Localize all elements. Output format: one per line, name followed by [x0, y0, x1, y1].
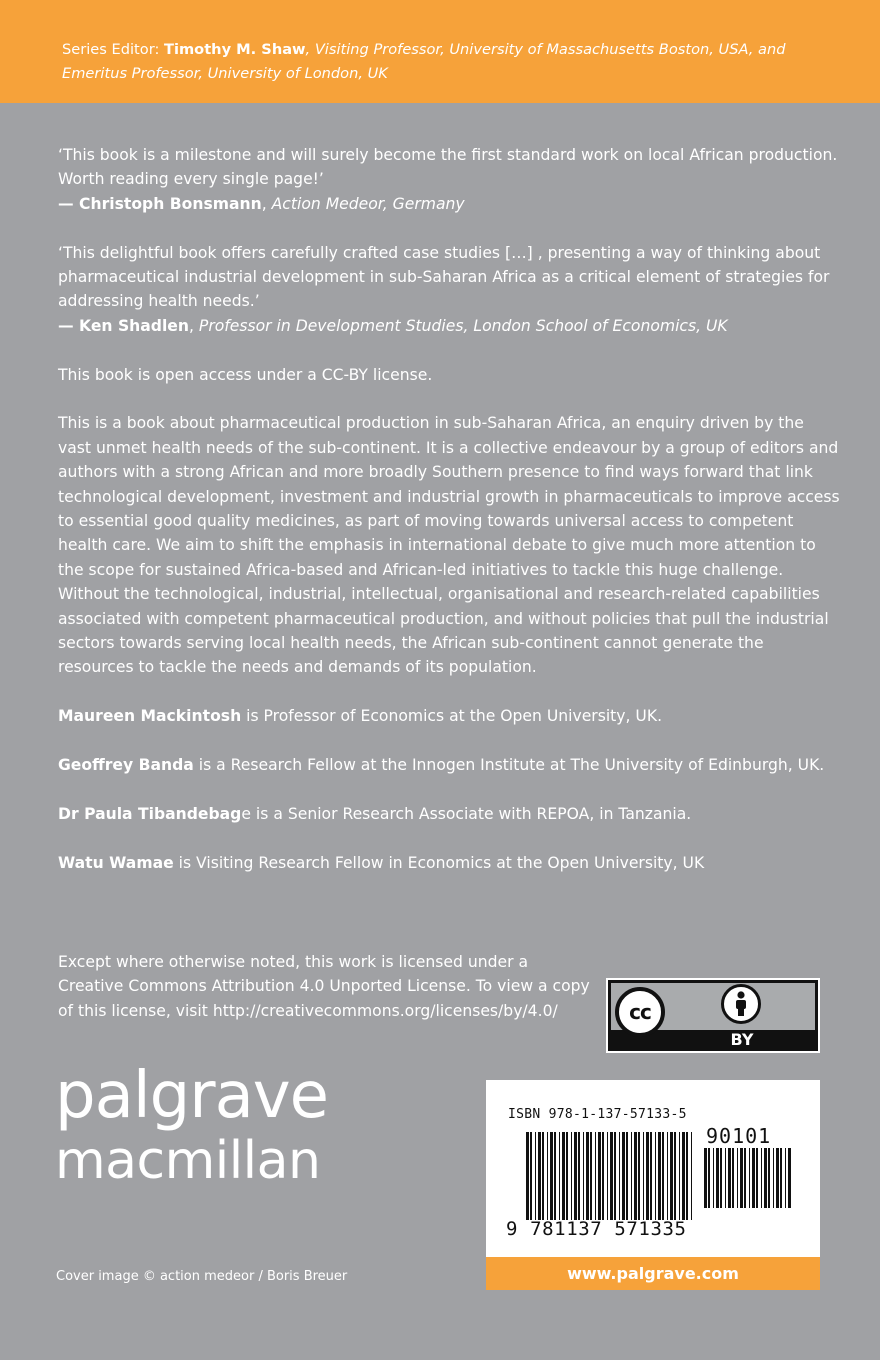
- cover-image-credit: Cover image © action medeor / Boris Breuer: [56, 1269, 348, 1284]
- quote-affiliation: Action Medeor, Germany: [271, 194, 465, 213]
- series-editor-name: Timothy M. Shaw: [164, 41, 306, 58]
- author-bio: e is a Senior Research Associate with REPOA, in Tanzania.: [241, 804, 692, 823]
- series-prefix: Series Editor:: [62, 41, 165, 58]
- quote-affiliation: Professor in Development Studies, London School of Economics, UK: [198, 316, 728, 335]
- quote-author: Christoph Bonsmann: [79, 194, 262, 213]
- cc-by-badge: [606, 978, 820, 1053]
- open-access-note: This book is open access under a CC-BY license.: [58, 365, 433, 384]
- logo-line-2: macmillan: [55, 1131, 321, 1191]
- series-header-band: [0, 0, 880, 103]
- publisher-website: www.palgrave.com: [486, 1257, 820, 1290]
- author-bio-1: [58, 704, 840, 728]
- quote-1: [58, 143, 840, 216]
- quote-sep: ,: [261, 194, 272, 213]
- license-statement: Except where otherwise noted, this work is licensed under a Creative Commons Attribution 4.0 Unported License. To view a copy of this license, visit http://creativecommons.org/licenses/by/4.0/: [58, 953, 590, 1020]
- author-name: Geoffrey Banda: [58, 756, 194, 775]
- quote-text: ‘This delightful book offers carefully crafted case studies […] , presenting a way of thinking about pharmaceutical industrial development in sub-Saharan Africa as a critical element of strategies for addressing health needs.’: [58, 243, 830, 311]
- author-name: Watu Wamae: [58, 853, 174, 872]
- back-cover-text: [58, 143, 840, 899]
- cc-icon: cc: [615, 987, 665, 1037]
- author-bio: is Professor of Economics at the Open University, UK.: [241, 707, 663, 726]
- isbn-number: ISBN 978-1-137-57133-5: [508, 1107, 687, 1122]
- quote-sep: ,: [189, 316, 199, 335]
- barcode-panel: [486, 1080, 820, 1290]
- author-bio: is a Research Fellow at the Innogen Institute at The University of Edinburgh, UK.: [193, 756, 825, 775]
- attribution-person-icon: [721, 984, 761, 1024]
- quote-author: Ken Shadlen: [79, 316, 189, 335]
- by-label: BY: [730, 1030, 754, 1049]
- barcode-digits: 9 781137 571335: [506, 1218, 687, 1240]
- series-editor-role: , Visiting Professor, University of Massachusetts Boston, USA, and Emeritus Professor, University of London, UK: [62, 41, 786, 82]
- person-icon: [724, 987, 758, 1021]
- quote-text: ‘This book is a milestone and will surely become the first standard work on local African production. Worth reading every single page!’: [58, 146, 838, 189]
- logo-line-1: palgrave: [55, 1059, 329, 1133]
- author-name: Maureen Mackintosh: [58, 707, 242, 726]
- book-description: This is a book about pharmaceutical production in sub-Saharan Africa, an enquiry driven by the vast unmet health needs of the sub-continent. It is a collective endeavour by a group of editors and authors with a strong African and more broadly Southern presence to find ways forward that link technological development, investment and industrial growth in pharmaceuticals to improve access to essential good quality medicines, as part of moving towards universal access to competent health care. We aim to shift the emphasis in international debate to give much more attention to the scope for sustained Africa-based and African-led initiatives to tackle this huge challenge. Without the technological, industrial, intellectual, organisational and research-related capabilities associated with competent pharmaceutical production, and without policies that pull the industrial sectors towards serving local health needs, the African sub-continent cannot generate the resources to tackle the needs and demands of its population.: [58, 414, 840, 677]
- quote-2: [58, 241, 840, 339]
- author-name: Dr Paula Tibandebag: [58, 804, 242, 823]
- author-bio: is Visiting Research Fellow in Economics at the Open University, UK: [173, 853, 705, 872]
- price-code: 90101: [706, 1124, 772, 1148]
- author-bio-4: [58, 851, 840, 875]
- series-editor-line: [62, 38, 852, 86]
- author-bio-2: [58, 753, 840, 777]
- quote-dash: —: [58, 194, 80, 213]
- quote-dash: —: [58, 316, 80, 335]
- publisher-logo: [55, 1059, 329, 1192]
- author-bio-3: [58, 802, 840, 826]
